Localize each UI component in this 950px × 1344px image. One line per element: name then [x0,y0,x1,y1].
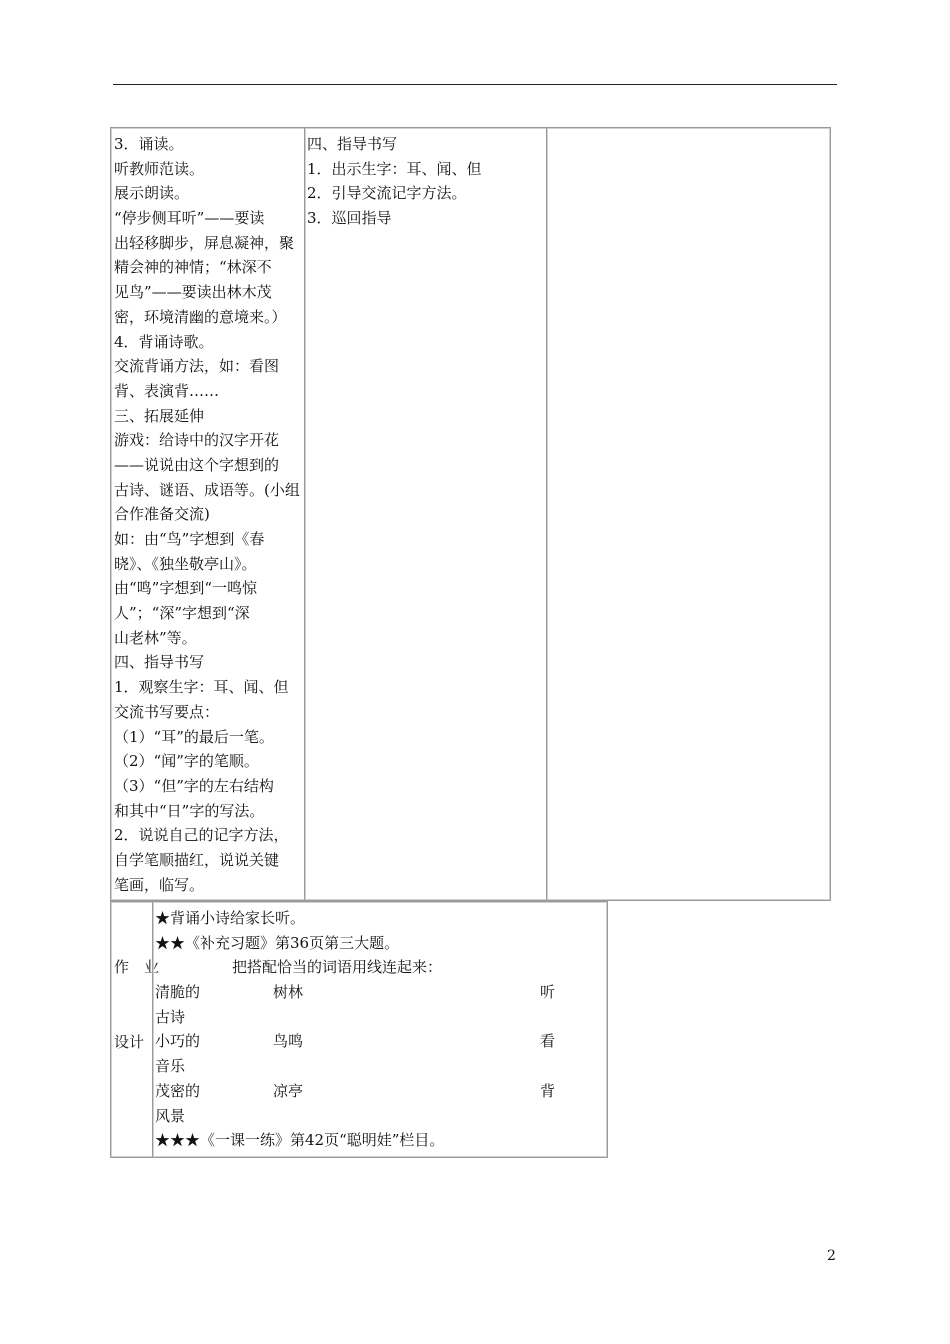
homework-content [155,906,605,1153]
guidance-line: 1．出示生字：耳、闻、但 [307,159,482,178]
match-word-wrap: 古诗 [155,1007,186,1026]
teacher-guidance-cell [304,127,548,901]
matching-rows [155,980,605,1128]
teacher-guidance-text [307,132,545,231]
match-word-right: 听 [540,983,556,1002]
match-word-left: 茂密的 [155,1081,201,1100]
process-line: 交流背诵方法，如：看图 [114,357,280,376]
process-line: 和其中“日”字的写法。 [114,801,265,820]
homework-item-3: ★★★《一课一练》第42页“聪明娃”栏目。 [155,1131,445,1150]
homework-item-1: ★背诵小诗给家长听。 [155,909,306,927]
process-line: “停步侧耳听”——要读 [114,209,265,228]
process-line: 交流书写要点： [114,702,220,721]
match-word-wrap: 音乐 [155,1057,186,1076]
process-line: 古诗、谜语、成语等。(小组 [114,480,300,499]
process-line: 精会神的神情；“林深不 [114,258,272,277]
process-line: 4．背诵诗歌。 [114,332,214,351]
page-number: 2 [827,1248,836,1264]
matching-row [155,1079,605,1104]
match-word-left: 小巧的 [155,1032,201,1051]
matching-row [155,980,605,1005]
guidance-line: 3．巡回指导 [307,209,392,228]
homework-item-2: ★★《补充习题》第36页第三大题。 [155,933,400,952]
homework-instruction: 把搭配恰当的词语用线连起来： [232,958,443,977]
match-word-wrap: 风景 [155,1106,186,1125]
process-line: 自学笔顺描红，说说关键 [114,850,280,869]
process-line: 由“鸣”字想到“一鸣惊 [114,579,258,598]
process-line: 展示朗读。 [114,184,190,203]
matching-row [155,1029,605,1054]
homework-label-cell [110,901,160,1158]
process-line: ——说说由这个字想到的 [114,455,280,474]
process-line: 合作准备交流) [114,505,210,524]
homework-content-cell [152,901,608,1158]
homework-label-line2: 设计 [114,1032,145,1051]
process-line: （1）“耳”的最后一笔。 [114,727,274,746]
process-line: 人”；“深”字想到“深 [114,604,250,623]
header-rule [113,84,837,85]
teaching-process-text [114,132,306,897]
process-line: 笔画，临写。 [114,875,205,894]
process-line: 背、表演背…… [114,381,220,400]
homework-label-line1: 作 业 [114,958,160,977]
process-line: 2．说说自己的记字方法， [114,826,289,845]
match-word-left: 清脆的 [155,983,201,1002]
process-line: 游戏：给诗中的汉字开花 [114,431,280,450]
match-word-right: 看 [540,1032,556,1051]
process-line: 山老林”等。 [114,628,197,647]
process-line: 四、指导书写 [114,653,205,672]
match-word-right: 背 [540,1081,556,1100]
match-word-middle: 树林 [273,983,304,1002]
guidance-line: 四、指导书写 [307,135,398,153]
process-line: 晓》、《独坐敬亭山》。 [114,554,257,573]
process-line: （3）“但”字的左右结构 [114,776,274,795]
match-word-middle: 鸟鸣 [273,1032,304,1051]
process-line: 3．诵读。 [114,135,184,153]
process-line: （2）“闻”字的笔顺。 [114,752,259,771]
process-line: 出轻移脚步，屏息凝神，聚 [114,233,295,252]
process-line: 三、拓展延伸 [114,406,205,425]
process-line: 见鸟”——要读出林木茂 [114,283,272,302]
guidance-line: 2．引导交流记字方法。 [307,184,467,203]
process-line: 1．观察生字：耳、闻、但 [114,678,289,697]
notes-cell [546,127,831,901]
process-line: 密，环境清幽的意境来。） [114,307,287,326]
process-line: 听教师范读。 [114,159,205,178]
teaching-process-cell [110,127,306,901]
match-word-middle: 凉亭 [273,1081,304,1100]
process-line: 如：由“鸟”字想到《春 [114,530,265,548]
